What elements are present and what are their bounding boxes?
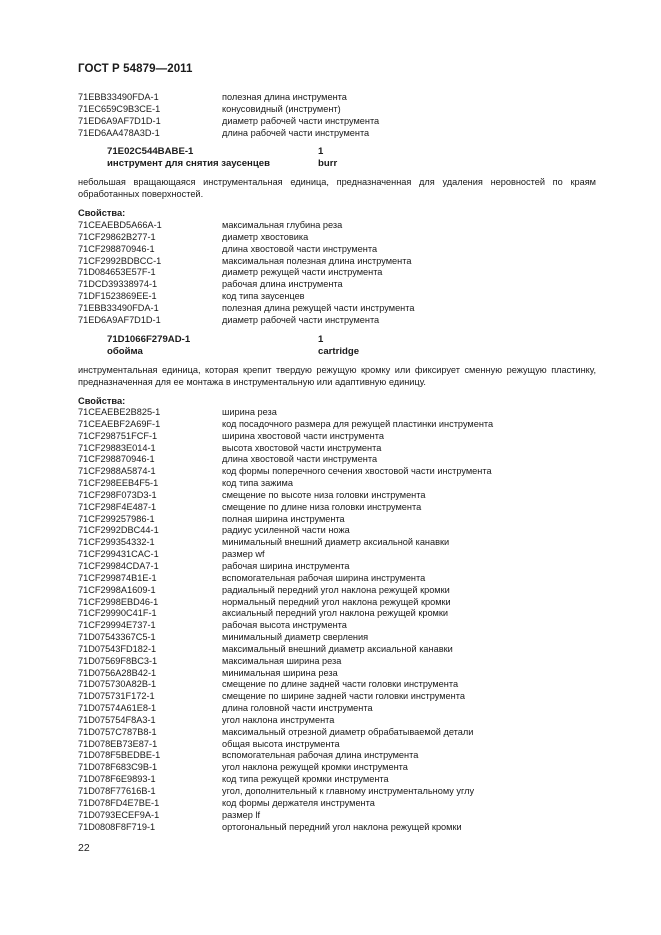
property-code: 71CF298F073D3-1 <box>78 489 157 500</box>
property-row <box>78 443 598 455</box>
property-row <box>78 739 598 751</box>
property-description: длина головной части инструмента <box>222 703 373 714</box>
property-description: максимальный внешний диаметр аксиальной канавки <box>222 643 453 654</box>
property-code: 71D07574A61E8-1 <box>78 703 157 714</box>
entry-version: 1 <box>318 146 324 157</box>
property-row <box>78 525 598 537</box>
property-row <box>78 620 598 632</box>
property-code: 71D078FD4E7BE-1 <box>78 797 160 808</box>
property-description: ширина хвостовой части инструмента <box>222 430 384 441</box>
property-description: высота хвостовой части инструмента <box>222 442 382 453</box>
property-code: 71CF29883E014-1 <box>78 442 156 453</box>
property-row: 71EC659C9B3CE-1 конусовидный (инструмент) <box>78 103 341 114</box>
property-row: 71ED6A9AF7D1D-1 диаметр рабочей части инструмента <box>78 115 380 126</box>
entry-code: 71D1066F279AD-1 <box>107 334 191 345</box>
property-description: радиус усиленной части ножа <box>222 525 350 536</box>
property-description: минимальный внешний диаметр аксиальной канавки <box>222 537 450 548</box>
property-code: 71CEAEBF2A69F-1 <box>78 418 161 429</box>
property-row <box>78 679 598 691</box>
entry-burr-definition: небольшая вращающаяся инструментальная единица, предназначенная для удаления неровностей по краям обработанных поверхностей. <box>78 177 596 199</box>
property-description: смещение по высоте низа головки инструмента <box>222 489 426 500</box>
property-row: 71DCD39338974-1 рабочая длина инструмента <box>78 279 343 290</box>
entry-cartridge-properties-label: Свойства: <box>78 396 126 406</box>
entry-cartridge-property-list <box>78 407 598 833</box>
property-code: 71CEAEBE2B825-1 <box>78 407 161 417</box>
property-row <box>78 727 598 739</box>
property-code: 71CF298751FCF-1 <box>78 430 158 441</box>
property-row: 71ED6A9AF7D1D-1 диаметр рабочей части инструмента <box>78 314 380 325</box>
property-row <box>78 798 598 810</box>
property-description: ширина реза <box>222 407 277 417</box>
property-row <box>78 537 598 549</box>
property-row <box>78 715 598 727</box>
property-description: максимальный отрезной диаметр обрабатываемой детали <box>222 726 474 737</box>
property-row <box>78 573 598 585</box>
property-row: 71CF2992BDBCC-1 максимальная полезная длина инструмента <box>78 255 412 266</box>
property-row: 71CEAEBD5A66A-1 максимальная глубина реза <box>78 220 343 230</box>
entry-burr-heading <box>107 146 337 170</box>
property-row <box>78 419 598 431</box>
property-row <box>78 762 598 774</box>
property-description: код формы держателя инструмента <box>222 797 375 808</box>
property-code: 71D0808F8F719-1 <box>78 821 156 832</box>
property-row <box>78 502 598 514</box>
property-row <box>78 656 598 668</box>
property-code: 71D07569F8BC3-1 <box>78 655 158 666</box>
property-description: смещение по длине низа головки инструмента <box>222 501 422 512</box>
property-code: 71D078F5BEDBE-1 <box>78 750 161 761</box>
property-description: максимальная ширина реза <box>222 655 342 666</box>
property-description: код формы поперечного сечения хвостовой части инструмента <box>222 466 492 477</box>
property-code: 71CF29984CDA7-1 <box>78 560 159 571</box>
property-row: 71EBB33490FDA-1 полезная длина инструмента <box>78 92 347 102</box>
property-code: 71D075754F8A3-1 <box>78 714 156 725</box>
entry-burr-properties-label: Свойства: <box>78 208 126 218</box>
property-row <box>78 490 598 502</box>
property-code: 71CF2998A1609-1 <box>78 584 156 595</box>
property-description: угол наклона инструмента <box>222 714 335 725</box>
property-row <box>78 407 598 419</box>
property-row <box>78 644 598 656</box>
property-row <box>78 478 598 490</box>
property-description: ортогональный передний угол наклона режущей кромки <box>222 821 462 832</box>
entry-burr-property-list <box>78 220 598 327</box>
property-description: рабочая ширина инструмента <box>222 560 350 571</box>
property-description: вспомогательная рабочая ширина инструмента <box>222 572 426 583</box>
property-row: 71ED6AA478A3D-1 длина рабочей части инструмента <box>78 127 370 138</box>
property-row <box>78 668 598 680</box>
property-row: 71CF298870946-1 длина хвостовой части инструмента <box>78 243 378 254</box>
property-code: 71CF2988A5874-1 <box>78 466 156 477</box>
property-description: полная ширина инструмента <box>222 513 345 524</box>
property-code: 71D07543367C5-1 <box>78 632 156 643</box>
property-description: размер wf <box>222 549 265 560</box>
property-description: код типа режущей кромки инструмента <box>222 774 389 785</box>
property-code: 71CF299874B1E-1 <box>78 572 157 583</box>
property-row <box>78 514 598 526</box>
property-row: 71DF1523869EE-1 код типа заусенцев <box>78 291 305 302</box>
property-description: код посадочного размера для режущей пластинки инструмента <box>222 418 494 429</box>
property-code: 71D078F683C9B-1 <box>78 762 158 773</box>
property-description: минимальная ширина реза <box>222 667 338 678</box>
property-row <box>78 822 598 834</box>
page-number: 22 <box>78 842 90 854</box>
property-row <box>78 608 598 620</box>
property-code: 71CF299354332-1 <box>78 537 155 548</box>
property-description: радиальный передний угол наклона режущей кромки <box>222 584 450 595</box>
property-code: 71D0793ECEF9A-1 <box>78 809 160 820</box>
property-row <box>78 561 598 573</box>
property-row <box>78 632 598 644</box>
property-code: 71D078EB73E87-1 <box>78 738 158 749</box>
property-description: угол, дополнительный к главному инструментальному углу <box>222 786 475 796</box>
property-description: рабочая высота инструмента <box>222 620 347 631</box>
property-description: размер lf <box>222 809 261 820</box>
property-code: 71CF2992DBC44-1 <box>78 525 159 536</box>
property-code: 71D0756A28B42-1 <box>78 667 157 678</box>
property-row <box>78 549 598 561</box>
property-code: 71CF29990C41F-1 <box>78 608 157 619</box>
property-row <box>78 691 598 703</box>
entry-code: 71E02C544BABE-1 <box>107 146 194 157</box>
property-code: 71CF29994E737-1 <box>78 620 156 631</box>
property-description: минимальный диаметр сверления <box>222 632 369 643</box>
property-description: вспомогательная рабочая длина инструмента <box>222 750 419 761</box>
entry-cartridge-heading <box>107 334 359 358</box>
property-code: 71D075731F172-1 <box>78 691 155 702</box>
property-code: 71CF298F4E487-1 <box>78 501 157 512</box>
property-row <box>78 466 598 478</box>
property-description: смещение по ширине задней части головки инструмента <box>222 691 465 702</box>
property-code: 71CF299257986-1 <box>78 513 155 524</box>
property-code: 71D0757C787B8-1 <box>78 726 157 737</box>
property-row <box>78 585 598 597</box>
property-code: 71D078F6E9893-1 <box>78 774 156 785</box>
property-row <box>78 597 598 609</box>
property-row <box>78 774 598 786</box>
property-code: 71CF298870946-1 <box>78 454 155 465</box>
property-row <box>78 786 598 798</box>
entry-version: 1 <box>318 334 324 345</box>
property-code: 71CF298EEB4F5-1 <box>78 478 159 489</box>
property-code: 71D078F77616B-1 <box>78 786 156 796</box>
property-row <box>78 703 598 715</box>
property-row: 71CF29862B277-1 диаметр хвостовика <box>78 231 309 242</box>
property-description: общая высота инструмента <box>222 738 340 749</box>
property-row: 71D084653E57F-1 диаметр режущей части инструмента <box>78 267 383 278</box>
property-description: угол наклона режущей кромки инструмента <box>222 762 408 773</box>
property-description: аксиальный передний угол наклона режущей кромки <box>222 608 449 619</box>
entry-term-en: cartridge <box>318 345 360 357</box>
entry-term-ru: обойма <box>107 345 143 357</box>
property-code: 71CF299431CAC-1 <box>78 549 159 560</box>
property-row <box>78 431 598 443</box>
property-description: длина хвостовой части инструмента <box>222 454 378 465</box>
property-row <box>78 750 598 762</box>
property-code: 71CF2998EBD46-1 <box>78 596 159 607</box>
property-description: нормальный передний угол наклона режущей кромки <box>222 596 451 607</box>
property-code: 71D07543FD182-1 <box>78 643 157 654</box>
property-description: смещение по длине задней части головки инструмента <box>222 679 459 690</box>
property-code: 71D075730A82B-1 <box>78 679 157 690</box>
top-property-list <box>78 92 598 139</box>
property-description: код типа зажима <box>222 478 293 489</box>
property-row <box>78 810 598 822</box>
document-header: ГОСТ Р 54879—2011 <box>78 63 193 75</box>
property-row <box>78 454 598 466</box>
property-row: 71EBB33490FDA-1 полезная длина режущей части инструмента <box>78 302 415 313</box>
entry-term-en: burr <box>318 157 338 169</box>
entry-term-ru: инструмент для снятия заусенцев <box>107 157 270 169</box>
entry-cartridge-definition: инструментальная единица, которая крепит твердую режущую кромку или фиксирует сменную режущую пластинку, предназначенная для ее монтажа в инструментальную или адаптивную единицу. <box>78 365 596 387</box>
